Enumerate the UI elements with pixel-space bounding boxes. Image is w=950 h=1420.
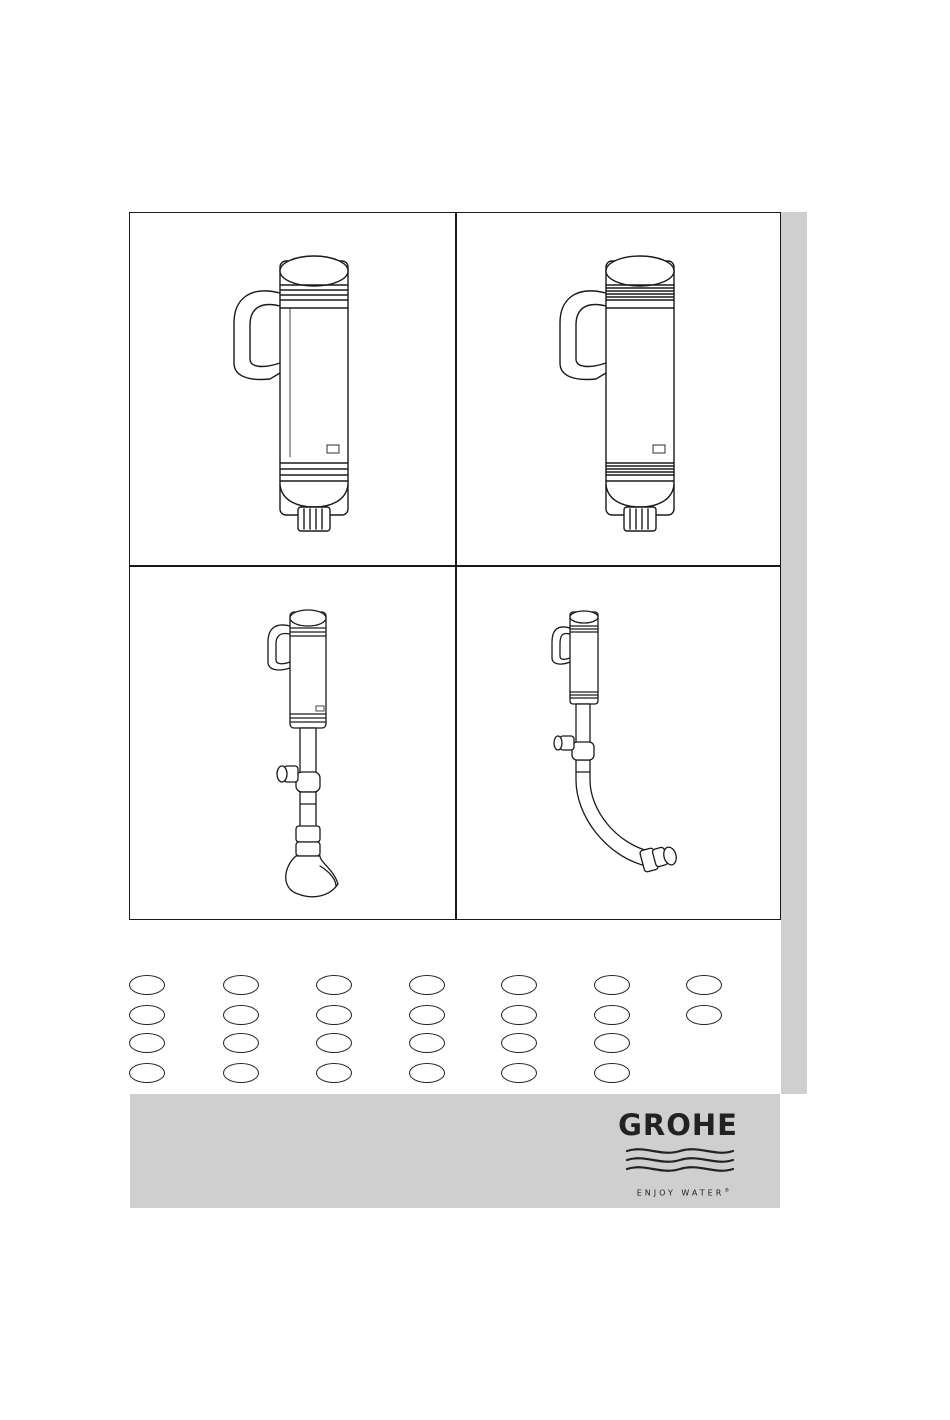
flush-valve-chrome-illustration (456, 213, 780, 564)
language-marker (409, 1033, 445, 1053)
language-marker (129, 1005, 165, 1025)
product-cell-3 (130, 566, 454, 917)
language-marker (129, 1033, 165, 1053)
brand-tagline: ENJOY WATER (636, 1188, 725, 1198)
language-marker (316, 975, 352, 995)
product-cell-2 (456, 213, 780, 564)
language-marker (686, 1005, 722, 1025)
flush-valve-with-bent-pipe-illustration (456, 566, 780, 917)
side-margin-bar (781, 212, 807, 1094)
language-marker (129, 975, 165, 995)
language-marker (594, 1033, 630, 1053)
flush-valve-with-elbow-illustration (130, 566, 454, 917)
footer-brand-panel (130, 1094, 780, 1208)
language-marker (594, 975, 630, 995)
language-marker (594, 1005, 630, 1025)
language-marker (316, 1033, 352, 1053)
product-cell-4 (456, 566, 780, 917)
language-marker (223, 975, 259, 995)
language-marker (316, 1005, 352, 1025)
trademark-symbol: ® (724, 1188, 730, 1194)
language-marker (223, 1005, 259, 1025)
language-marker (594, 1063, 630, 1083)
language-marker (409, 975, 445, 995)
language-marker (501, 975, 537, 995)
language-marker (316, 1063, 352, 1083)
language-marker (686, 975, 722, 995)
language-marker (501, 1033, 537, 1053)
language-marker (409, 1063, 445, 1083)
language-marker (223, 1063, 259, 1083)
brand-tagline-wrap (613, 1188, 753, 1198)
grohe-logo (613, 1108, 753, 1198)
product-illustration-grid (129, 212, 781, 920)
language-marker (501, 1063, 537, 1083)
language-marker (129, 1063, 165, 1083)
language-marker-grid (129, 975, 769, 1090)
product-cell-1 (130, 213, 454, 564)
language-marker (501, 1005, 537, 1025)
language-marker (409, 1005, 445, 1025)
language-marker (223, 1033, 259, 1053)
waves-icon (625, 1146, 735, 1176)
flush-valve-illustration (130, 213, 454, 564)
brand-name: GROHE (618, 1108, 738, 1142)
